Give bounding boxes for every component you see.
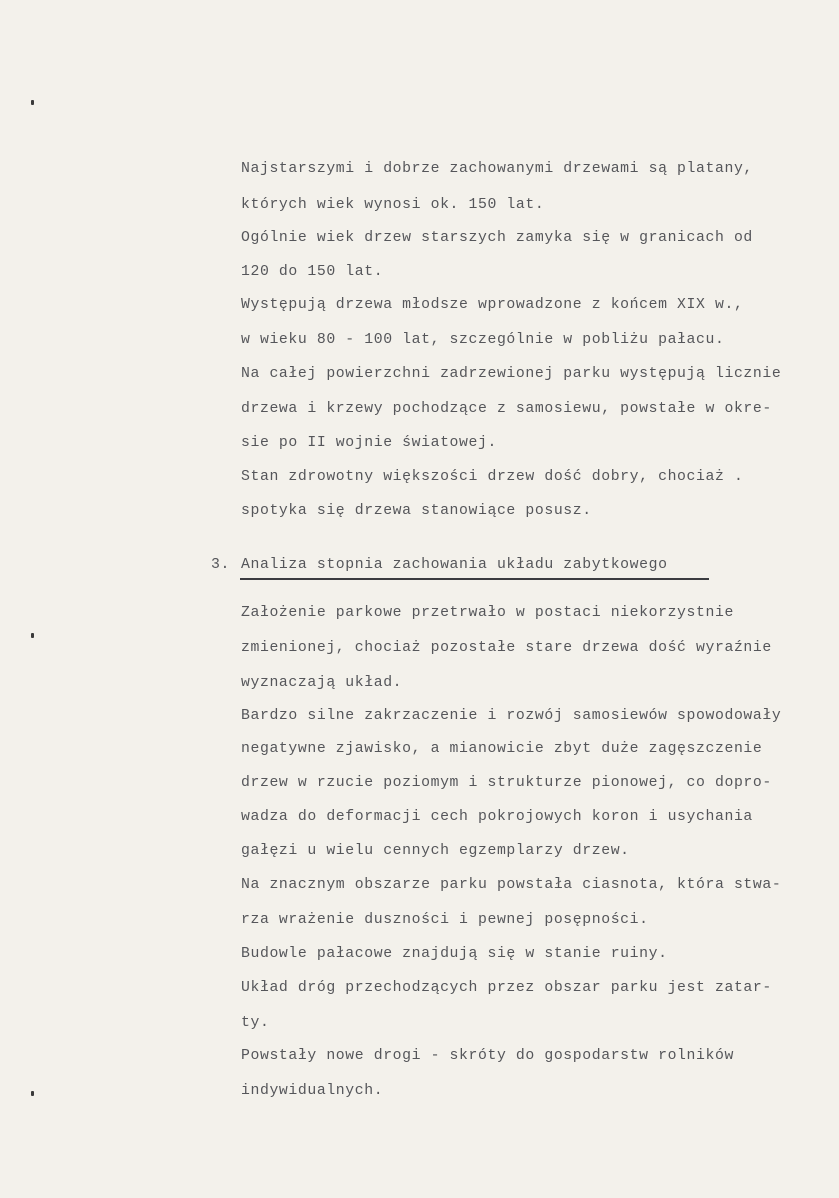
text-line: wyznaczają układ. — [241, 675, 403, 691]
text-line: spotyka się drzewa stanowiące posusz. — [241, 503, 592, 519]
text-line: Stan zdrowotny większości drzew dość dobry, chociaż . — [241, 469, 744, 485]
text-line: Najstarszymi i dobrze zachowanymi drzewami są platany, — [241, 161, 753, 177]
text-line: sie po II wojnie światowej. — [241, 435, 497, 451]
text-line: negatywne zjawisko, a mianowicie zbyt duże zagęszczenie — [241, 741, 763, 757]
section-heading: Analiza stopnia zachowania układu zabytkowego — [241, 557, 668, 573]
text-line: Na znacznym obszarze parku powstała ciasnota, która stwa- — [241, 877, 782, 893]
section-number: 3. — [211, 557, 230, 573]
heading-underline — [240, 578, 709, 580]
text-line: Założenie parkowe przetrwało w postaci niekorzystnie — [241, 605, 734, 621]
text-line: Ogólnie wiek drzew starszych zamyka się w granicach od — [241, 230, 753, 246]
text-line: drzewa i krzewy pochodzące z samosiewu, powstałe w okre- — [241, 401, 772, 417]
margin-mark — [31, 100, 34, 105]
text-line: gałęzi u wielu cennych egzemplarzy drzew. — [241, 843, 630, 859]
text-line: Na całej powierzchni zadrzewionej parku występują licznie — [241, 366, 782, 382]
text-line: ty. — [241, 1015, 270, 1031]
text-line: Występują drzewa młodsze wprowadzone z końcem XIX w., — [241, 297, 744, 313]
text-line: Układ dróg przechodzących przez obszar parku jest zatar- — [241, 980, 772, 996]
text-line: indywidualnych. — [241, 1083, 384, 1099]
text-line: rza wrażenie duszności i pewnej posępności. — [241, 912, 649, 928]
text-line: drzew w rzucie poziomym i strukturze pionowej, co dopro- — [241, 775, 772, 791]
margin-mark — [31, 633, 34, 638]
text-line: Powstały nowe drogi - skróty do gospodarstw rolników — [241, 1048, 734, 1064]
text-line: zmienionej, chociaż pozostałe stare drzewa dość wyraźnie — [241, 640, 772, 656]
text-line: wadza do deformacji cech pokrojowych koron i usychania — [241, 809, 753, 825]
text-line: Budowle pałacowe znajdują się w stanie ruiny. — [241, 946, 668, 962]
text-line: Bardzo silne zakrzaczenie i rozwój samosiewów spowodowały — [241, 708, 782, 724]
margin-mark — [31, 1091, 34, 1096]
text-line: których wiek wynosi ok. 150 lat. — [241, 197, 545, 213]
text-line: w wieku 80 - 100 lat, szczególnie w pobliżu pałacu. — [241, 332, 725, 348]
text-line: 120 do 150 lat. — [241, 264, 384, 280]
